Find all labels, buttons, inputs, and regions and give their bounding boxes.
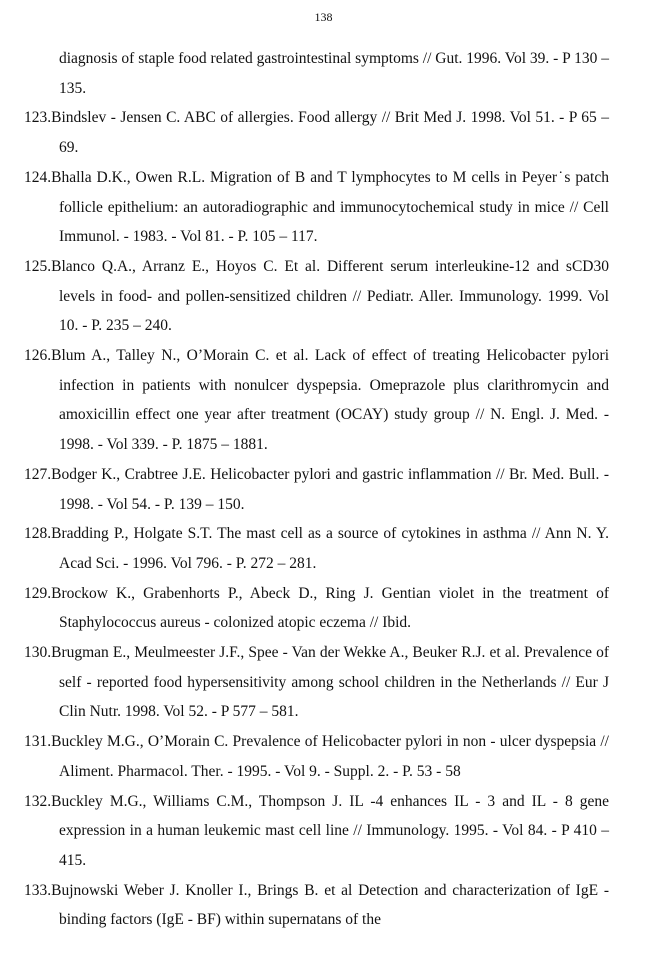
- reference-number: 133.: [24, 881, 52, 899]
- reference-text: diagnosis of staple food related gastrointestinal symptoms // Gut. 1996. Vol 39. - P 130 – 135.: [59, 50, 609, 97]
- reference-item: [24, 579, 609, 638]
- reference-text: Buckley M.G., Williams C.M., Thompson J. IL -4 enhances IL - 3 and IL - 8 gene expression in a human leukemic mast cell line // Immunology. 1995. - Vol 84. - P 410 – 415.: [51, 792, 609, 869]
- reference-number: 127.: [24, 465, 52, 483]
- reference-number: 126.: [24, 347, 52, 365]
- reference-number: 132.: [24, 792, 52, 810]
- reference-text: Blum A., Talley N., O’Morain C. et al. Lack of effect of treating Helicobacter pylori infection in patients with nonulcer dyspepsia. Omeprazole plus clarithromycin and amoxicillin effect one year after treatment (OCAY) study group // N. Engl. J. Med. - 1998. - Vol 339. - P. 1875 – 1881.: [51, 347, 609, 454]
- reference-number: 125.: [24, 257, 52, 275]
- reference-number: 130.: [24, 644, 52, 662]
- reference-item: [24, 103, 609, 162]
- reference-text: Blanco Q.A., Arranz E., Hoyos C. Et al. Different serum interleukine-12 and sCD30 levels in food- and pollen-sensitized children // Pediatr. Aller. Immunology. 1999. Vol 10. - P. 235 – 240.: [51, 257, 609, 335]
- reference-text: Bodger K., Crabtree J.E. Helicobacter pylori and gastric inflammation // Br. Med. Bull. - 1998. - Vol 54. - P. 139 – 150.: [51, 465, 609, 513]
- reference-item: [24, 876, 609, 935]
- reference-number: 129.: [24, 584, 52, 602]
- reference-number: 128.: [24, 525, 52, 543]
- reference-item: [24, 252, 609, 341]
- reference-text: Buckley M.G., O’Morain C. Prevalence of Helicobacter pylori in non - ulcer dyspepsia // Aliment. Pharmacol. Ther. - 1995. - Vol 9. - Suppl. 2. - P. 53 - 58: [51, 733, 609, 780]
- reference-text: Bhalla D.K., Owen R.L. Migration of B and T lymphocytes to M cells in Peyer˙s patch follicle epithelium: an autoradiographic and immunocytochemical study in mice // Cell Immunol. - 1983. - Vol 81. - P. 105 – 117.: [51, 168, 609, 246]
- reference-text: Bindslev - Jensen C. ABC of allergies. Food allergy // Brit Med J. 1998. Vol 51. - P 65 – 69.: [51, 109, 609, 157]
- reference-item: [24, 460, 609, 519]
- reference-list: [24, 44, 609, 935]
- reference-item: [24, 341, 609, 460]
- reference-number: 123.: [24, 109, 52, 127]
- reference-item: [24, 163, 609, 252]
- reference-item: [24, 727, 609, 786]
- page-number: 138: [314, 10, 333, 24]
- reference-number: 131.: [24, 733, 52, 751]
- reference-text: Bradding P., Holgate S.T. The mast cell as a source of cytokines in asthma // Ann N. Y. Acad Sci. - 1996. Vol 796. - P. 272 – 281.: [51, 525, 609, 572]
- reference-item: [24, 787, 609, 876]
- reference-text: Brockow K., Grabenhorts P., Abeck D., Ring J. Gentian violet in the treatment of Staphylococcus aureus - colonized atopic eczema // Ibid.: [51, 584, 609, 632]
- reference-text: Brugman E., Meulmeester J.F., Spee - Van der Wekke A., Beuker R.J. et al. Prevalence of self - reported food hypersensitivity among school children in the Netherlands // Eur J Clin Nutr. 1998. Vol 52. - P 577 – 581.: [51, 644, 609, 721]
- reference-continuation: [24, 44, 609, 103]
- reference-text: Bujnowski Weber J. Knoller I., Brings B. et al Detection and characterization of IgE - binding factors (IgE - BF) within supernatans of the: [51, 881, 609, 929]
- reference-number: 124.: [24, 168, 52, 186]
- reference-item: [24, 638, 609, 727]
- reference-item: [24, 519, 609, 578]
